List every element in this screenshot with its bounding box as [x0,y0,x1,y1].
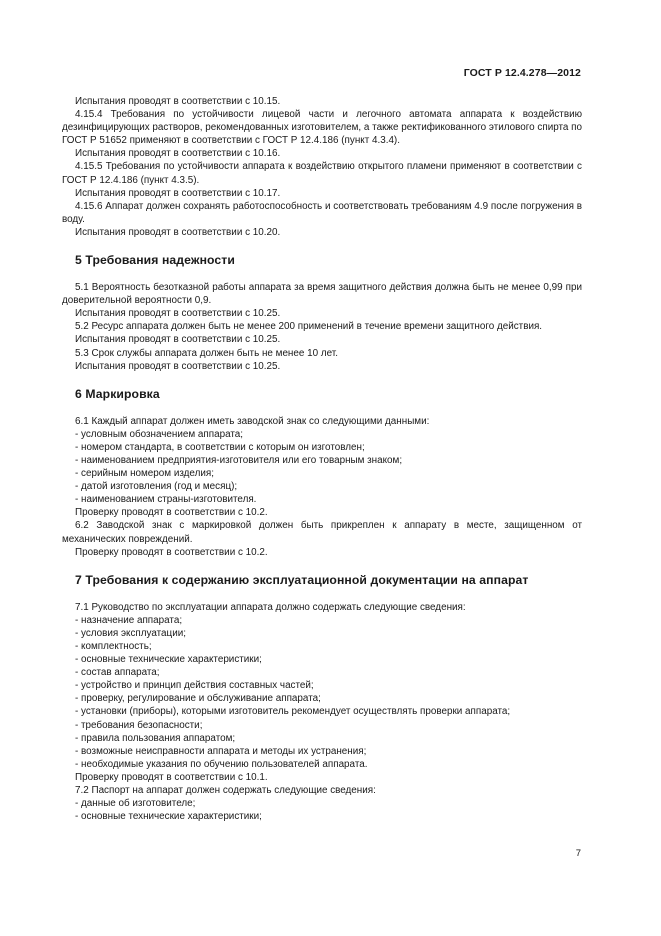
list-item: - основные технические характеристики; [75,654,262,666]
paragraph: Проверку проводят в соответствии с 10.2. [75,507,268,519]
paragraph: 6.2 Заводской знак с маркировкой должен быть прикреплен к аппарату в месте, защищенном от механических повреждений. [62,520,582,545]
paragraph: Проверку проводят в соответствии с 10.1. [75,771,268,783]
list-item: - установки (приборы), которыми изготовитель рекомендует осуществлять проверки аппарата; [75,706,511,718]
list-item: - датой изготовления (год и месяц); [75,481,238,493]
list-item: - устройство и принцип действия составных частей; [75,680,314,692]
section-heading-5: 5 Требования надежности [75,253,235,268]
list-item: - номером стандарта, в соответствии с которым он изготовлен; [75,441,365,453]
document-header: ГОСТ Р 12.4.278—2012 [463,67,581,79]
paragraph: 7.1 Руководство по эксплуатации аппарата должно содержать следующие сведения: [75,601,466,613]
paragraph: Испытания проводят в соответствии с 10.20. [75,226,281,238]
list-item: - условным обозначением аппарата; [75,428,243,440]
paragraph: 7.2 Паспорт на аппарат должен содержать следующие сведения: [75,785,376,797]
list-item: - возможные неисправности аппарата и методы их устранения; [75,745,367,757]
paragraph: 5.2 Ресурс аппарата должен быть не менее 200 применений в течение времени защитного действия. [75,321,543,333]
paragraph: Испытания проводят в соответствии с 10.17. [75,187,281,199]
list-item: - необходимые указания по обучению пользователей аппарата. [75,758,368,770]
paragraph: Испытания проводят в соответствии с 10.15. [75,96,281,107]
page-number: 7 [575,848,581,859]
list-item: - назначение аппарата; [75,614,183,626]
list-item: - основные технические характеристики; [75,811,262,823]
paragraph: 4.15.6 Аппарат должен сохранять работоспособность и соответствовать требованиям 4.9 после погружения в воду. [62,200,582,225]
list-item: - серийным номером изделия; [75,468,214,480]
paragraph: Испытания проводят в соответствии с 10.25. [75,308,281,320]
list-item: - требования безопасности; [75,719,203,731]
paragraph: 4.15.5 Требования по устойчивости аппарата к воздействию открытого пламени применяют в соответствии с ГОСТ Р 12.4.186 (пункт 4.3.5). [62,161,582,186]
paragraph: Испытания проводят в соответствии с 10.25. [75,334,281,346]
list-item: - наименованием предприятия-изготовителя или его товарным знаком; [75,454,403,466]
paragraph: 5.1 Вероятность безотказной работы аппарата за время защитного действия должна быть не менее 0,99 при доверительной вероятности 0,9. [62,282,582,307]
paragraph: 4.15.4 Требования по устойчивости лицевой части и легочного автомата аппарата к воздействию дезинфицирующих растворов, рекомендованных изготовителем, а также ректификованного этилового спирта по ГОСТ Р 51652 применяют в соответствии с ГОСТ Р 12.4.186 (пункт 4.3.4). [62,109,582,147]
list-item: - комплектность; [75,641,152,652]
paragraph: Испытания проводят в соответствии с 10.16. [75,148,281,160]
paragraph: Проверку проводят в соответствии с 10.2. [75,546,268,558]
section-heading-7: 7 Требования к содержанию эксплуатационной документации на аппарат [75,572,529,587]
list-item: - правила пользования аппаратом; [75,732,236,744]
list-item: - состав аппарата; [75,667,160,679]
list-item: - условия эксплуатации; [75,627,186,639]
paragraph: 5.3 Срок службы аппарата должен быть не менее 10 лет. [75,347,338,359]
list-item: - проверку, регулирование и обслуживание аппарата; [75,693,321,705]
section-heading-6: 6 Маркировка [75,386,160,401]
list-item: - данные об изготовителе; [75,798,196,810]
paragraph: Испытания проводят в соответствии с 10.25. [75,360,281,372]
list-item: - наименованием страны-изготовителя. [75,494,257,506]
document-body [62,95,582,823]
paragraph: 6.1 Каждый аппарат должен иметь заводской знак со следующими данными: [75,415,430,427]
